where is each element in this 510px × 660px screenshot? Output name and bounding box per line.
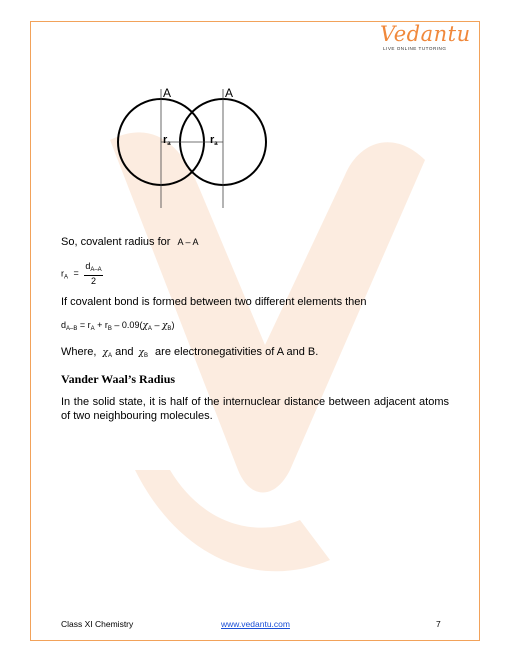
where-chi-a-sub: A <box>108 353 113 359</box>
where-chi-b: χ <box>138 348 144 358</box>
formula2-ra-sub: A <box>90 326 95 332</box>
logo-tagline: LIVE ONLINE TUTORING <box>383 46 447 51</box>
radius-label-right: ra <box>210 134 218 147</box>
where-suffix: are electronegativities of A and B. <box>155 346 319 358</box>
covalent-radius-text: So, covalent radius for <box>61 236 171 248</box>
formula1-lhs-sub: A <box>64 274 69 281</box>
covalent-radius-line <box>61 236 199 250</box>
section-heading: Vander Waal’s Radius <box>61 372 176 386</box>
where-chi-a: χ <box>102 348 108 358</box>
formula2-d-sub: A–B <box>66 326 78 332</box>
radius-label-left: ra <box>163 134 171 147</box>
formula2-chi-b: χ <box>161 321 168 331</box>
where-and: and <box>115 346 134 358</box>
diagram-label-a-left: A <box>163 86 172 100</box>
covalent-radius-diagram <box>110 84 285 214</box>
formula2-d: d <box>61 320 67 330</box>
footer-course: Class XI Chemistry <box>61 619 134 629</box>
footer-website-link[interactable]: www.vedantu.com <box>221 619 290 629</box>
formula2-eq: = r <box>77 320 91 330</box>
formula1-num-sub: A–A <box>90 267 102 273</box>
formula-covalent-radius: $r_A$ = $\frac{d_{A-A}}{2}$ <box>61 261 102 286</box>
formula2-close: ) <box>171 320 175 330</box>
where-line <box>61 346 318 361</box>
formula2-chi-b-sub: B <box>167 326 172 332</box>
footer-page-number: 7 <box>436 619 441 629</box>
covalent-species: A – A <box>177 237 199 247</box>
formula2-minus: – <box>151 320 162 330</box>
diagram-label-a-right: A <box>225 86 234 100</box>
formula2-chi-a-sub: A <box>147 326 152 332</box>
formula1-den: 2 <box>90 275 96 286</box>
where-prefix: Where, <box>61 346 97 358</box>
different-elements-line: If covalent bond is formed between two different elements then <box>61 296 367 308</box>
formula1-num: d <box>85 261 91 271</box>
formula2-plus: + r <box>94 320 108 330</box>
vedantu-logo <box>380 22 471 54</box>
vander-waals-paragraph: In the solid state, it is half of the internuclear distance between adjacent atoms of two neighbouring molecules. <box>61 396 449 423</box>
formula1-lhs: r <box>61 268 64 279</box>
logo-wordmark: Vedantu <box>380 22 471 46</box>
formula2-chi-a: χ <box>142 321 148 331</box>
where-chi-b-sub: B <box>143 353 148 359</box>
formula2-rb-sub: B <box>107 326 112 332</box>
formula-bond-length <box>61 320 174 334</box>
formula2-rest: – 0.09( <box>111 320 143 330</box>
formula1-fraction <box>84 261 102 287</box>
